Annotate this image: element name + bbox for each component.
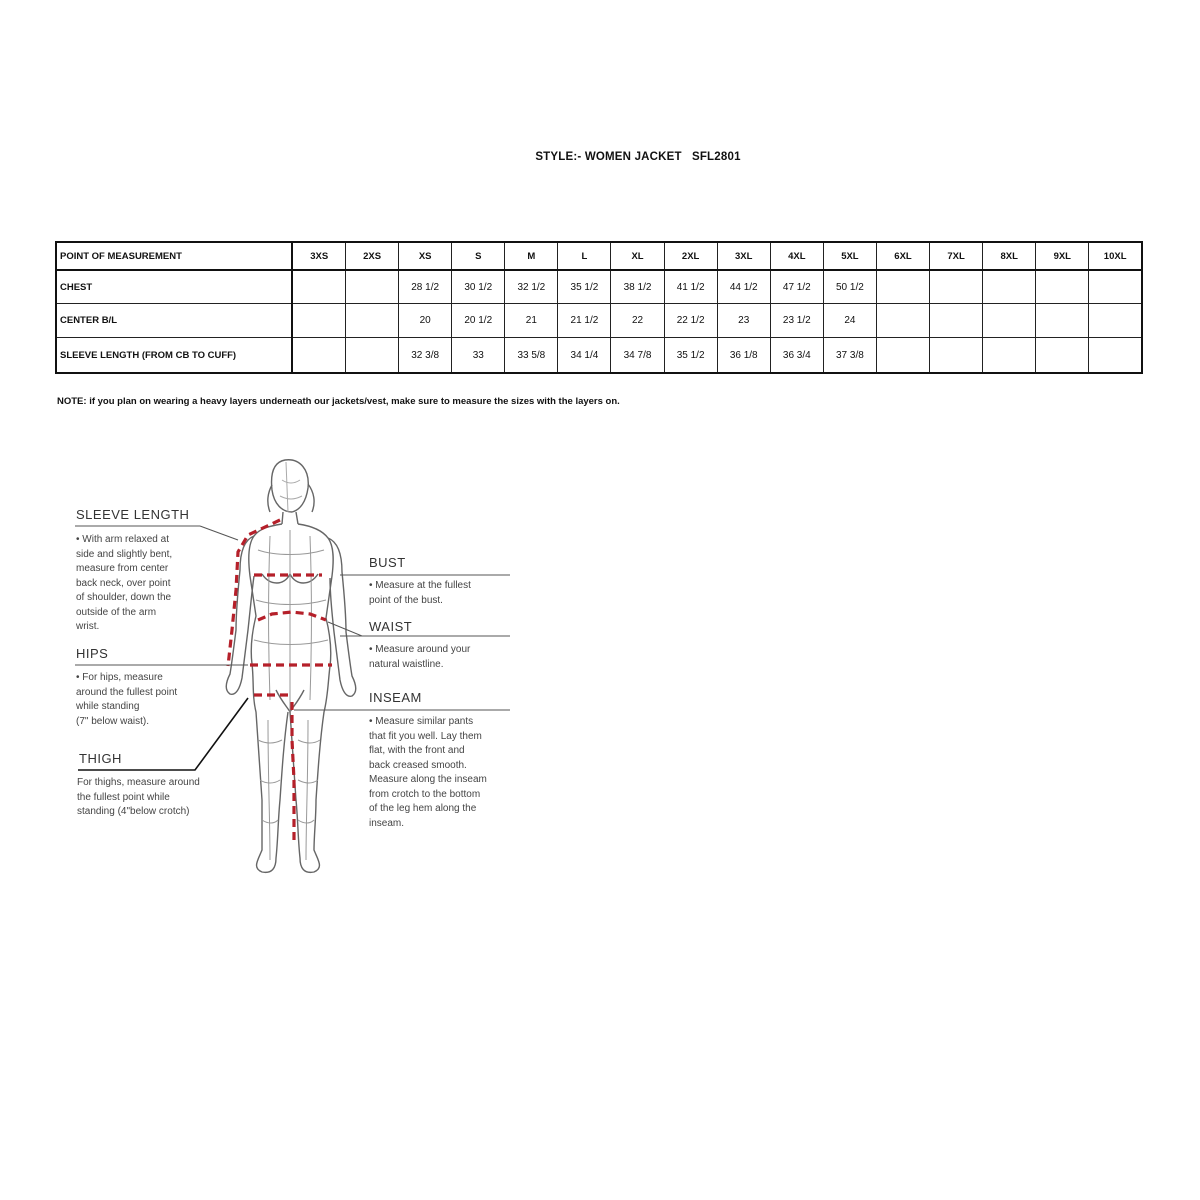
measurement-value-cell: 23 — [717, 304, 770, 338]
sleeve-length-desc: • With arm relaxed at side and slightly bent, measure from center back neck, over point of shoulder, down the outside of the arm wrist. — [76, 534, 173, 632]
measurement-value-cell: 24 — [823, 304, 876, 338]
measurement-value-cell — [292, 270, 345, 304]
measurement-value-cell — [1089, 270, 1142, 304]
measurement-label-cell: CHEST — [56, 270, 292, 304]
measurement-value-cell: 50 1/2 — [823, 270, 876, 304]
size-header-cell: S — [452, 242, 505, 270]
hips-heading: HIPS — [76, 646, 109, 661]
bust-heading: BUST — [369, 555, 406, 570]
size-header-cell: L — [558, 242, 611, 270]
measurement-value-cell — [1036, 338, 1089, 374]
size-header-cell: M — [505, 242, 558, 270]
measurement-value-cell: 36 1/8 — [717, 338, 770, 374]
size-header-cell: 6XL — [876, 242, 929, 270]
table-row — [56, 304, 1142, 338]
hips-desc: • For hips, measure around the fullest point while standing (7" below waist). — [76, 672, 178, 727]
measurement-value-cell: 28 1/2 — [399, 270, 452, 304]
measurement-value-cell: 34 1/4 — [558, 338, 611, 374]
waist-desc: • Measure around your natural waistline. — [369, 644, 471, 670]
measurement-value-cell: 33 5/8 — [505, 338, 558, 374]
size-header-cell: 2XL — [664, 242, 717, 270]
measurement-value-cell: 20 1/2 — [452, 304, 505, 338]
measurement-value-cell — [930, 270, 983, 304]
measurement-guide — [0, 440, 560, 900]
sleeve-length-line — [228, 520, 280, 666]
inseam-line — [292, 702, 294, 840]
measurement-value-cell — [346, 338, 399, 374]
measurement-value-cell — [346, 304, 399, 338]
size-header-cell: 10XL — [1089, 242, 1142, 270]
table-row — [56, 338, 1142, 374]
measurement-value-cell: 41 1/2 — [664, 270, 717, 304]
measurement-value-cell — [1089, 338, 1142, 374]
measurement-value-cell — [983, 304, 1036, 338]
table-header-cell: POINT OF MEASUREMENT — [56, 242, 292, 270]
measurement-value-cell — [983, 338, 1036, 374]
measurement-label-cell: SLEEVE LENGTH (FROM CB TO CUFF) — [56, 338, 292, 374]
measurement-value-cell: 34 7/8 — [611, 338, 664, 374]
thigh-heading: THIGH — [79, 751, 122, 766]
measurement-value-cell: 36 3/4 — [770, 338, 823, 374]
measurement-value-cell: 47 1/2 — [770, 270, 823, 304]
inseam-desc: • Measure similar pants that fit you well. Lay them flat, with the front and back creased smooth. Measure along the inseam from crotch to the bottom of the leg hem along the inseam. — [369, 716, 487, 829]
measurement-value-cell — [292, 304, 345, 338]
style-title: STYLE:- WOMEN JACKET SFL2801 — [535, 151, 741, 163]
size-header-cell: XS — [399, 242, 452, 270]
size-header-cell: 2XS — [346, 242, 399, 270]
size-header-cell: 8XL — [983, 242, 1036, 270]
measurement-value-cell — [983, 270, 1036, 304]
measurement-value-cell: 30 1/2 — [452, 270, 505, 304]
measurement-label-cell: CENTER B/L — [56, 304, 292, 338]
measurement-value-cell: 22 — [611, 304, 664, 338]
measurement-value-cell — [346, 270, 399, 304]
inseam-heading: INSEAM — [369, 690, 422, 705]
measurement-value-cell — [876, 338, 929, 374]
size-header-cell: 5XL — [823, 242, 876, 270]
sleeve-length-heading: SLEEVE LENGTH — [76, 507, 190, 522]
size-header-cell: XL — [611, 242, 664, 270]
table-header-row — [56, 242, 1142, 270]
measurement-value-cell: 21 1/2 — [558, 304, 611, 338]
measurement-value-cell: 35 1/2 — [664, 338, 717, 374]
thigh-desc: For thighs, measure around the fullest point while standing (4"below crotch) — [77, 777, 200, 817]
size-header-cell: 9XL — [1036, 242, 1089, 270]
measurement-value-cell: 21 — [505, 304, 558, 338]
measurement-value-cell — [930, 338, 983, 374]
measurement-value-cell: 35 1/2 — [558, 270, 611, 304]
size-header-cell: 4XL — [770, 242, 823, 270]
measurement-value-cell — [1089, 304, 1142, 338]
layering-note: NOTE: if you plan on wearing a heavy layers underneath our jackets/vest, make sure to measure the sizes with the layers on. — [57, 396, 620, 407]
measurement-value-cell — [1036, 270, 1089, 304]
size-chart-table — [55, 241, 1143, 374]
measurement-value-cell: 32 3/8 — [399, 338, 452, 374]
bust-desc: • Measure at the fullest point of the bust. — [369, 580, 471, 606]
measurement-value-cell — [930, 304, 983, 338]
measurement-value-cell: 33 — [452, 338, 505, 374]
measurement-value-cell: 32 1/2 — [505, 270, 558, 304]
table-row — [56, 270, 1142, 304]
measurement-value-cell: 20 — [399, 304, 452, 338]
measurement-value-cell — [1036, 304, 1089, 338]
measurement-value-cell — [876, 304, 929, 338]
measurement-value-cell: 38 1/2 — [611, 270, 664, 304]
size-header-cell: 3XS — [292, 242, 345, 270]
measurement-value-cell: 22 1/2 — [664, 304, 717, 338]
measurement-value-cell: 23 1/2 — [770, 304, 823, 338]
waist-heading: WAIST — [369, 619, 413, 634]
size-header-cell: 7XL — [930, 242, 983, 270]
measurement-value-cell: 44 1/2 — [717, 270, 770, 304]
measurement-value-cell: 37 3/8 — [823, 338, 876, 374]
size-header-cell: 3XL — [717, 242, 770, 270]
measurement-value-cell — [292, 338, 345, 374]
measurement-value-cell — [876, 270, 929, 304]
